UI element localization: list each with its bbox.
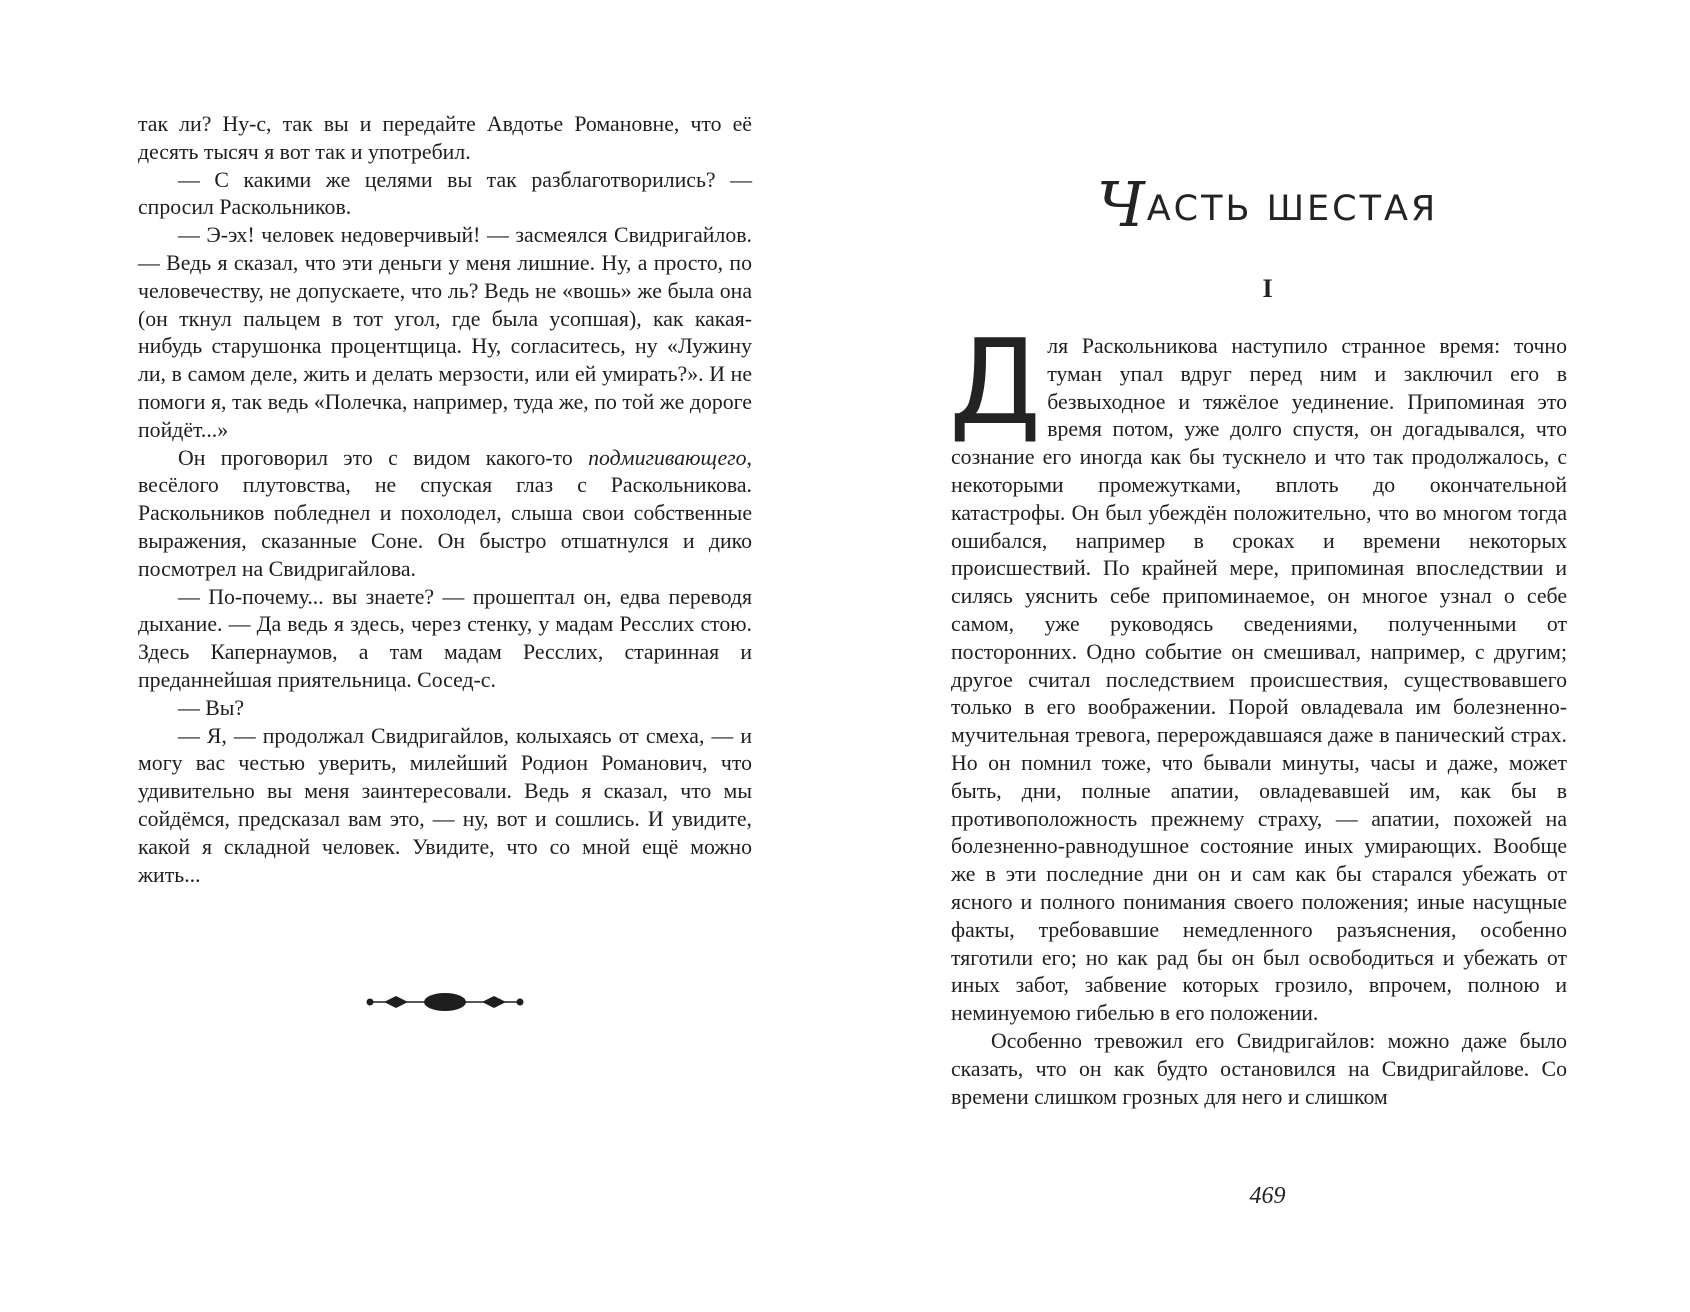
text-run: ля Раскольникова наступило странное время: точно туман упал вдруг перед ним и заключил его в безвыходное и тяжёлое уединение. Припоминая это время потом, уже долго спустя, он догадывался, что сознание его иногда как бы тускнело и что так продолжалось, с некоторыми промежутками, вплоть до окончательной катастрофы. Он был убеждён положительно, что во многом тогда ошибался, например в сроках и времени некоторых происшествий. По крайней мере, припоминая впоследствии и силясь уяснить себе припоминаемое, он многое узнал о себе самом, уже руководясь сведениями, полученными от посторонних. Одно событие он смешивал, например, с другим; другое считал последствием происшествия, существовавшего только в его воображении. Порой овладевала им болезненно-мучительная тревога, перерождавшаяся даже в панический страх. Но он помнил тоже, что бывали минуты, часы и даже, может быть, дни, полные апатии, овладевавшей им, как бы в противоположность прежнему страху, — апатии, похожей на болезненно-равнодушное состояние иных умирающих. Вообще же в эти последние дни он и сам как бы старался убежать от ясного и полного понимания своего положения; иные насущные факты, требовавшие немедленного разъяснения, особенно тяготили его; но как рад бы он был освободиться и убежать от иных забот, забвение которых грозило, впрочем, полною и неминуемою гибелью в его положении. [951, 334, 1567, 1026]
paragraph: Особенно тревожил его Свидригайлов: можно даже было сказать, что он как будто остановился на Свидригайлове. Со времени слишком грозных для него и слишком [951, 1028, 1567, 1109]
left-page-text [138, 111, 752, 889]
page-number: 469 [1249, 1183, 1286, 1209]
right-page-text [949, 313, 1567, 1111]
drop-cap: Д [949, 313, 1042, 451]
dialog-line: — Э-эх! человек недоверчивый! — засмеялся Свидригайлов. — Ведь я сказал, что эти деньги у меня лишние. Ну, а просто, по человечеству, не допускаете, что ль? Ведь не «вошь» же была она (он ткнул пальцем в тот угол, где была усопшая), как какая-нибудь старушонка процентщица. Ну, согласитесь, ну «Лужину ли, в самом деле, жить и делать мерзости, или ей умирать?». И не помоги я, так ведь «Полечка, например, туда же, по той же дороге пойдёт...» [138, 223, 752, 442]
emphasized-word: подмигивающего [588, 445, 747, 470]
part-title-initial: Ч [1096, 168, 1145, 241]
paragraph [138, 445, 752, 584]
right-page [845, 0, 1690, 1312]
chapter-number: I [1262, 274, 1273, 303]
paragraph: так ли? Ну-с, так вы и передайте Авдотье Романовне, что её десять тысяч я вот так и употребил. [138, 112, 752, 164]
dialog-line: — Я, — продолжал Свидригайлов, колыхаясь от смеха, — и могу вас честью уверить, милейший Родион Романович, что удивительно вы меня заинтересовали. Ведь я сказал, что мы сойдёмся, предсказал вам это, — ну, вот и сошлись. И увидите, какой я складной человек. Увидите, что со мной ещё можно жить... [138, 723, 752, 887]
part-title [845, 168, 1690, 241]
dialog-line: — Вы? [178, 695, 245, 720]
fleuron-divider-icon [366, 990, 524, 1014]
text-run: Он проговорил это с видом какого-то [178, 445, 589, 470]
paragraph [949, 313, 1567, 1028]
part-title-rest: АСТЬ ШЕСТАЯ [1146, 189, 1439, 229]
dialog-line: — По-почему... вы знаете? — прошептал он, едва переводя дыхание. — Да ведь я здесь, через стенку, у мадам Ресслих стою. Здесь Капернаумов, а там мадам Ресслих, старинная и преданнейшая приятельница. Сосед-с. [138, 584, 752, 692]
dialog-line: — С какими же целями вы так разблаготворились? — спросил Раскольников. [138, 167, 752, 220]
text-run: , весёлого плутовства, не спуская глаз с Раскольникова. Раскольников побледнел и похолодел, слыша свои собственные выражения, сказанные Соне. Он быстро отшатнулся и дико посмотрел на Свидригайлова. [138, 445, 752, 581]
